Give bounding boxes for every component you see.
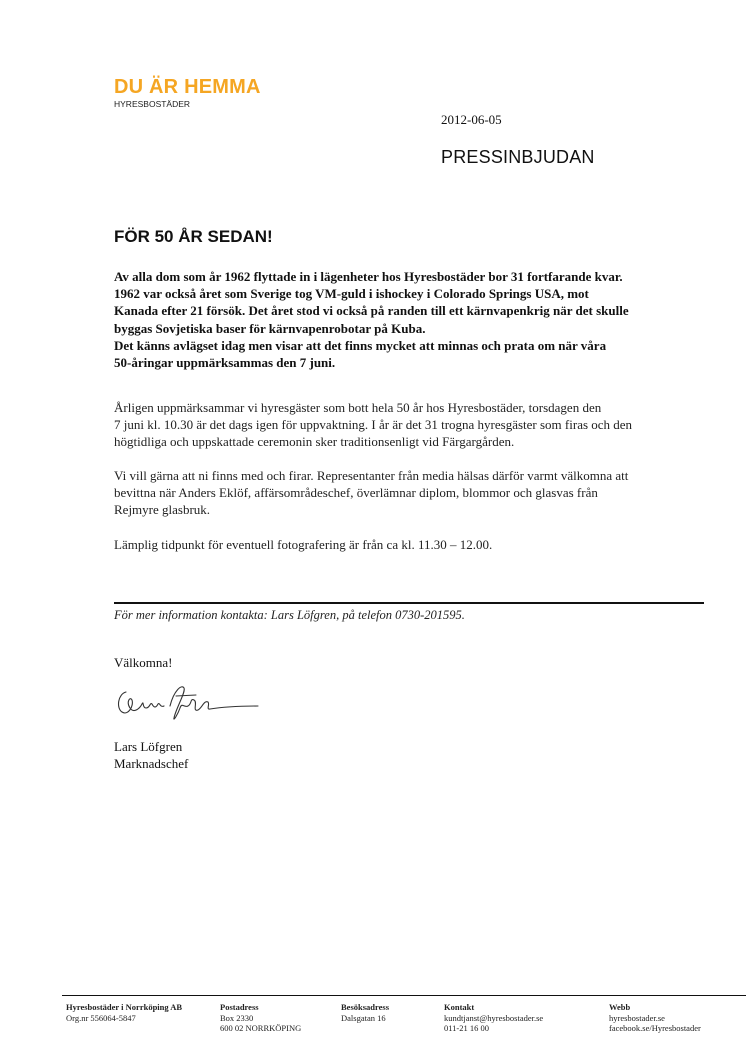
signer-block <box>114 738 188 772</box>
paragraph-line: Lämplig tidpunkt för eventuell fotografering är från ca kl. 11.30 – 12.00. <box>114 537 493 552</box>
footer-heading: Postadress <box>220 1002 259 1012</box>
body-paragraph <box>114 536 724 553</box>
footer-visit <box>341 1002 389 1023</box>
divider <box>114 602 704 604</box>
closing-greeting: Välkomna! <box>114 655 173 670</box>
footer-text: Box 2330 <box>220 1012 254 1023</box>
signer-title: Marknadschef <box>114 756 189 771</box>
footer-company <box>66 1002 182 1023</box>
footer-heading: Kontakt <box>444 1002 475 1012</box>
signer-name: Lars Löfgren <box>114 739 183 754</box>
document-type: PRESSINBJUDAN <box>441 147 595 167</box>
page-title: FÖR 50 ÅR SEDAN! <box>114 227 273 246</box>
paragraph-line: Årligen uppmärksammar vi hyresgäster som bott hela 50 år hos Hyresbostäder, torsdagen den <box>114 400 602 415</box>
footer-postal <box>220 1002 301 1034</box>
contact-info: För mer information kontakta: Lars Löfgren, på telefon 0730-201595. <box>114 608 465 622</box>
lead-line: 50-åringar uppmärksammas den 7 juni. <box>114 355 336 371</box>
lead-paragraph <box>114 268 724 371</box>
footer-text: kundtjanst@hyresbostader.se <box>444 1012 544 1023</box>
lead-line: byggas Sovjetiska baser för kärnvapenrobotar på Kuba. <box>114 320 426 336</box>
document-date: 2012-06-05 <box>441 112 502 127</box>
lead-line: Det känns avlägset idag men visar att det finns mycket att minnas och prata om när våra <box>114 337 607 353</box>
footer-heading: Besöksadress <box>341 1002 390 1012</box>
footer-divider <box>62 995 746 996</box>
signature <box>112 678 262 722</box>
paragraph-line: högtidliga och uppskattade ceremonin sker traditionsenligt vid Färgargården. <box>114 434 515 450</box>
lead-line: 1962 var också året som Sverige tog VM-guld i ishockey i Colorado Springs USA, mot <box>114 286 589 302</box>
lead-line: Av alla dom som år 1962 flyttade in i lägenheter hos Hyresbostäder bor 31 fortfarande kvar. <box>114 269 623 284</box>
paragraph-line: bevittna när Anders Eklöf, affärsområdeschef, överlämnar diplom, blommor och glasvas från <box>114 485 598 501</box>
paragraph-line: 7 juni kl. 10.30 är det dags igen för uppvaktning. I år är det 31 trogna hyresgäster som firas och den <box>114 417 633 433</box>
footer-text: 600 02 NORRKÖPING <box>220 1023 302 1033</box>
footer-text: hyresbostader.se <box>609 1012 665 1023</box>
body-paragraph <box>114 399 724 451</box>
footer-heading: Webb <box>609 1002 631 1012</box>
footer-contact <box>444 1002 543 1034</box>
footer-heading: Hyresbostäder i Norrköping AB <box>66 1002 183 1012</box>
paragraph-line: Vi vill gärna att ni finns med och firar. Representanter från media hälsas därför varmt välkomna att <box>114 468 629 483</box>
footer-text: facebook.se/Hyresbostader <box>609 1023 701 1033</box>
lead-line: Kanada efter 21 försök. Det året stod vi också på randen till ett kärnvapenkrig när det skulle <box>114 303 629 319</box>
paragraph-line: Rejmyre glasbruk. <box>114 502 211 518</box>
logo-subtitle: HYRESBOSTÄDER <box>114 99 191 109</box>
footer-text: 011-21 16 00 <box>444 1023 490 1033</box>
body-paragraph <box>114 467 724 519</box>
logo-wordmark: DU ÄR HEMMA <box>114 76 261 98</box>
footer-text: Org.nr 556064-5847 <box>66 1012 136 1023</box>
footer-web <box>609 1002 701 1034</box>
footer-text: Dalsgatan 16 <box>341 1012 386 1023</box>
